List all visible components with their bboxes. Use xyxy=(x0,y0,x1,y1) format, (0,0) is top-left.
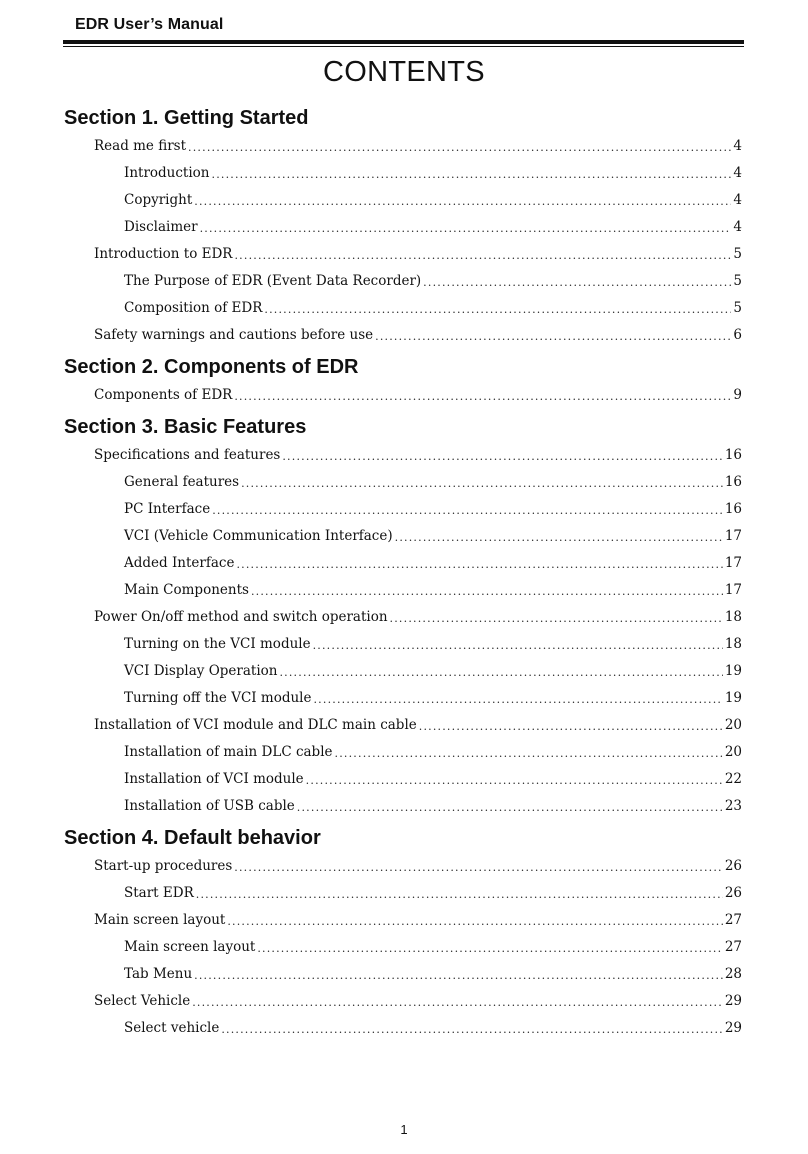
dot-leader xyxy=(264,298,731,322)
toc-entry[interactable] xyxy=(64,853,742,880)
header-rule-secondary xyxy=(63,46,744,47)
dot-leader xyxy=(282,445,722,469)
dot-leader xyxy=(390,607,723,631)
toc-entry-label: VCI Display Operation xyxy=(124,663,278,679)
toc-entry-label: Turning on the VCI module xyxy=(124,636,311,652)
toc-entry-page-number: 20 xyxy=(724,717,742,733)
toc-entry-label: Main screen layout xyxy=(94,912,226,928)
toc-entry-page-number: 18 xyxy=(724,636,742,652)
dot-leader xyxy=(234,856,723,880)
dot-leader xyxy=(212,163,732,187)
toc-entry-label: PC Interface xyxy=(124,501,211,517)
toc-entry-page-number: 19 xyxy=(724,663,742,679)
toc-entry-label: Turning off the VCI module xyxy=(124,690,312,706)
dot-leader xyxy=(221,1018,722,1042)
toc-entry-page-number: 26 xyxy=(724,885,742,901)
toc-entry-label: Installation of VCI module xyxy=(124,771,304,787)
toc-entry[interactable] xyxy=(64,322,742,349)
toc-entry-page-number: 4 xyxy=(733,138,742,154)
dot-leader xyxy=(313,634,723,658)
toc-entry[interactable] xyxy=(64,880,742,907)
section-heading: Section 4. Default behavior xyxy=(64,827,321,849)
toc-entry-page-number: 26 xyxy=(724,858,742,874)
toc-entry[interactable] xyxy=(64,187,742,214)
toc-entry[interactable] xyxy=(64,268,742,295)
toc-entry[interactable] xyxy=(64,793,742,820)
dot-leader xyxy=(194,964,723,988)
dot-leader xyxy=(306,769,723,793)
toc-entry[interactable] xyxy=(64,907,742,934)
page-title: CONTENTS xyxy=(323,56,485,88)
toc-entry-page-number: 27 xyxy=(724,912,742,928)
section-heading: Section 3. Basic Features xyxy=(64,416,307,438)
dot-leader xyxy=(194,190,731,214)
toc-entry[interactable] xyxy=(64,469,742,496)
running-header-title: EDR User’s Manual xyxy=(75,16,224,33)
toc-entry-page-number: 4 xyxy=(733,165,742,181)
toc-entry[interactable] xyxy=(64,214,742,241)
toc-entry-label: The Purpose of EDR (Event Data Recorder) xyxy=(124,273,422,289)
toc-entry-label: Copyright xyxy=(124,192,193,208)
toc-entry-label: Installation of main DLC cable xyxy=(124,744,333,760)
toc-entry[interactable] xyxy=(64,133,742,160)
toc-entry-label: General features xyxy=(124,474,240,490)
toc-entry[interactable] xyxy=(64,631,742,658)
toc-entry-page-number: 16 xyxy=(724,447,742,463)
dot-leader xyxy=(375,325,731,349)
toc-entry-label: Added Interface xyxy=(124,555,235,571)
dot-leader xyxy=(419,715,723,739)
toc-entry-label: Installation of VCI module and DLC main cable xyxy=(94,717,417,733)
toc-entry-page-number: 5 xyxy=(733,246,742,262)
toc-entry-page-number: 23 xyxy=(724,798,742,814)
toc-entry-page-number: 9 xyxy=(733,387,742,403)
dot-leader xyxy=(188,136,731,160)
toc-entry-page-number: 27 xyxy=(724,939,742,955)
toc-entry[interactable] xyxy=(64,1015,742,1042)
toc-entry-label: VCI (Vehicle Communication Interface) xyxy=(124,528,393,544)
toc-entry[interactable] xyxy=(64,496,742,523)
dot-leader xyxy=(257,937,722,961)
toc-entry-label: Introduction to EDR xyxy=(94,246,233,262)
toc-entry-label: Tab Menu xyxy=(124,966,193,982)
toc-entry[interactable] xyxy=(64,160,742,187)
toc-entry[interactable] xyxy=(64,739,742,766)
toc-entry-label: Start-up procedures xyxy=(94,858,233,874)
toc-entry[interactable] xyxy=(64,988,742,1015)
toc-entry[interactable] xyxy=(64,523,742,550)
dot-leader xyxy=(192,991,723,1015)
toc-entry-label: Read me first xyxy=(94,138,187,154)
toc-entry[interactable] xyxy=(64,550,742,577)
dot-leader xyxy=(234,244,731,268)
toc-entry-label: Power On/off method and switch operation xyxy=(94,609,388,625)
toc-entry-label: Components of EDR xyxy=(94,387,233,403)
toc-entry-page-number: 5 xyxy=(733,273,742,289)
toc-entry-label: Disclaimer xyxy=(124,219,198,235)
toc-entry[interactable] xyxy=(64,442,742,469)
toc-entry-page-number: 16 xyxy=(724,474,742,490)
toc-entry-page-number: 16 xyxy=(724,501,742,517)
toc-entry[interactable] xyxy=(64,658,742,685)
toc-entry[interactable] xyxy=(64,382,742,409)
toc-entry-label: Main screen layout xyxy=(124,939,256,955)
dot-leader xyxy=(395,526,723,550)
toc-entry[interactable] xyxy=(64,241,742,268)
toc-entry[interactable] xyxy=(64,685,742,712)
toc-entry-page-number: 6 xyxy=(733,327,742,343)
toc-entry-label: Select vehicle xyxy=(124,1020,220,1036)
table-of-contents xyxy=(64,100,742,1042)
header-rule xyxy=(63,40,744,44)
dot-leader xyxy=(212,499,723,523)
toc-entry-label: Introduction xyxy=(124,165,210,181)
toc-entry-label: Main Components xyxy=(124,582,249,598)
dot-leader xyxy=(313,688,722,712)
toc-entry-label: Select Vehicle xyxy=(94,993,191,1009)
dot-leader xyxy=(335,742,723,766)
toc-entry-label: Composition of EDR xyxy=(124,300,263,316)
toc-entry-page-number: 28 xyxy=(724,966,742,982)
toc-entry-page-number: 18 xyxy=(724,609,742,625)
dot-leader xyxy=(227,910,722,934)
toc-entry-label: Installation of USB cable xyxy=(124,798,295,814)
dot-leader xyxy=(200,217,732,241)
toc-entry-page-number: 17 xyxy=(724,582,742,598)
toc-entry-page-number: 4 xyxy=(733,219,742,235)
dot-leader xyxy=(236,553,722,577)
page-number: 1 xyxy=(400,1122,408,1137)
dot-leader xyxy=(196,883,723,907)
dot-leader xyxy=(423,271,731,295)
toc-entry[interactable] xyxy=(64,577,742,604)
toc-entry[interactable] xyxy=(64,766,742,793)
toc-entry-label: Safety warnings and cautions before use xyxy=(94,327,374,343)
toc-entry[interactable] xyxy=(64,961,742,988)
toc-entry-label: Start EDR xyxy=(124,885,194,901)
toc-entry[interactable] xyxy=(64,295,742,322)
dot-leader xyxy=(241,472,723,496)
toc-entry-page-number: 19 xyxy=(724,690,742,706)
toc-entry[interactable] xyxy=(64,604,742,631)
toc-entry[interactable] xyxy=(64,934,742,961)
dot-leader xyxy=(234,385,731,409)
toc-entry-page-number: 4 xyxy=(733,192,742,208)
dot-leader xyxy=(297,796,723,820)
toc-entry-page-number: 5 xyxy=(733,300,742,316)
dot-leader xyxy=(279,661,722,685)
toc-entry[interactable] xyxy=(64,712,742,739)
toc-entry-page-number: 17 xyxy=(724,555,742,571)
toc-entry-page-number: 22 xyxy=(724,771,742,787)
section-heading: Section 2. Components of EDR xyxy=(64,356,359,378)
toc-entry-page-number: 17 xyxy=(724,528,742,544)
toc-entry-label: Specifications and features xyxy=(94,447,281,463)
toc-entry-page-number: 29 xyxy=(724,1020,742,1036)
toc-entry-page-number: 20 xyxy=(724,744,742,760)
dot-leader xyxy=(251,580,723,604)
toc-entry-page-number: 29 xyxy=(724,993,742,1009)
section-heading: Section 1. Getting Started xyxy=(64,107,309,129)
